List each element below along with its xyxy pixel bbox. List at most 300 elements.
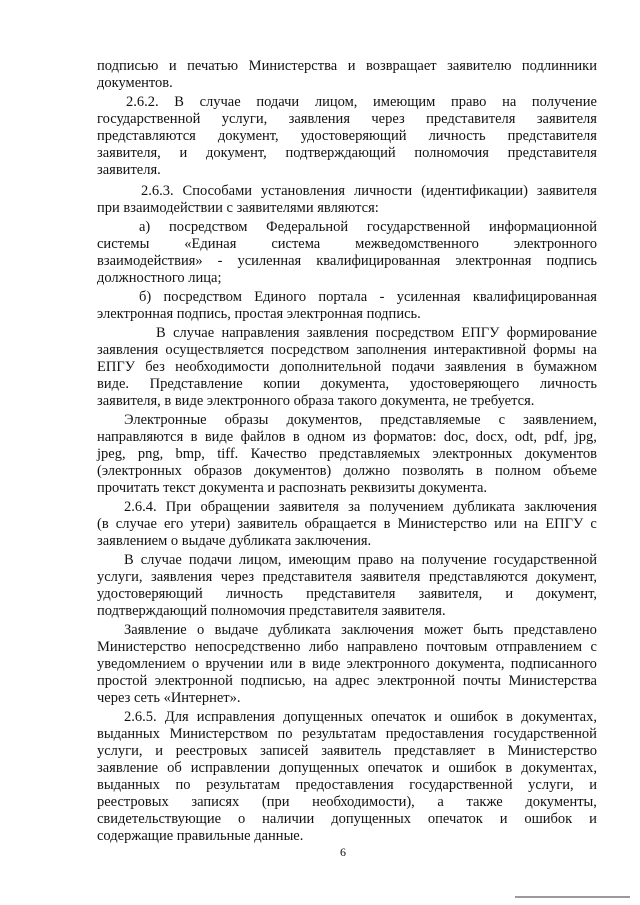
word: и	[589, 777, 597, 793]
text-line	[97, 111, 597, 128]
word: ошибок	[448, 760, 497, 776]
word: по	[277, 726, 293, 742]
word: из	[352, 429, 367, 445]
word: дубликата	[452, 499, 516, 515]
word: получением	[369, 499, 444, 515]
word: Министерство	[507, 743, 597, 759]
word: система	[271, 236, 321, 252]
word: в	[488, 743, 495, 759]
word: формы	[533, 342, 576, 358]
word: о	[237, 811, 246, 827]
text-line	[97, 743, 597, 760]
word: отправлением	[495, 639, 583, 655]
word: услуги,	[97, 743, 143, 759]
word: представителя	[306, 586, 396, 602]
word: свидетельствующие	[97, 811, 222, 827]
word: форматов:	[373, 429, 437, 445]
text-line	[97, 726, 597, 743]
text-line	[97, 673, 597, 690]
word: и	[434, 709, 442, 725]
word: заявителя,	[418, 586, 483, 602]
word: «Единая	[184, 236, 237, 252]
word: за	[348, 499, 361, 515]
word: подпись	[546, 253, 597, 269]
word: простой	[97, 673, 148, 689]
text-line	[97, 58, 597, 75]
word: лицом,	[238, 552, 282, 568]
word: формирование	[506, 325, 597, 341]
word: усиленная	[396, 289, 461, 305]
word: заявления	[97, 342, 159, 358]
text-line: заявителя, в виде электронного образа такого документа, не требуется.	[97, 393, 535, 409]
word: межведомственного	[355, 236, 479, 252]
word: обращении	[200, 499, 270, 515]
word: представляются	[97, 128, 196, 144]
word: Министерство	[97, 639, 187, 655]
word: бумажном	[533, 359, 597, 375]
word: ЕПГУ	[97, 359, 135, 375]
word: непосредственно	[194, 639, 301, 655]
word: выданных	[97, 726, 160, 742]
word: заключения	[524, 499, 597, 515]
word: направляются	[97, 429, 184, 445]
word: допущенных	[283, 709, 363, 725]
word: посредством	[169, 219, 248, 235]
text-line	[97, 811, 597, 828]
word: Электронные	[124, 412, 207, 428]
word: и	[168, 58, 177, 74]
word: документа,	[436, 656, 505, 672]
text-line	[124, 552, 597, 569]
text-line	[124, 412, 597, 429]
text-line: подтверждающий полномочия представителя заявителя.	[97, 603, 446, 619]
text-line	[124, 622, 597, 639]
text-line: заявлением о выдаче дубликата заключения.	[97, 533, 372, 549]
word: в	[383, 516, 391, 532]
word: Для	[164, 709, 189, 725]
word: заключения	[341, 622, 414, 638]
word: допущенных	[331, 811, 411, 827]
word: в	[506, 709, 514, 725]
word: вручении	[205, 656, 264, 672]
word: подписанного	[510, 656, 597, 672]
word: заявителя	[536, 111, 597, 127]
word: копии	[263, 376, 301, 392]
word: выдаче	[214, 622, 259, 638]
word: Качество	[250, 446, 307, 462]
word: получение	[421, 552, 487, 568]
word: печатью	[187, 58, 239, 74]
word: посредством	[270, 342, 350, 358]
word: документах,	[521, 760, 597, 776]
word: заявлением,	[523, 412, 597, 428]
word: услуги,	[528, 777, 574, 793]
word: уведомлением	[97, 656, 186, 672]
word: направления	[221, 325, 300, 341]
word: либо	[308, 639, 339, 655]
word: о	[197, 622, 205, 638]
word: личность	[428, 128, 486, 144]
word: и	[179, 145, 188, 161]
word: заявления	[150, 569, 213, 585]
word: заявителя	[278, 499, 339, 515]
text-line	[97, 586, 597, 603]
word: дополнительной	[279, 359, 382, 375]
word: электронного	[346, 656, 430, 672]
word: электронного	[513, 236, 597, 252]
word: в	[516, 359, 524, 375]
word: Федеральной	[266, 219, 349, 235]
word: Заявление	[124, 622, 187, 638]
word: представлено	[513, 622, 597, 638]
word: опечаток	[367, 760, 423, 776]
word: квалифицированная	[472, 289, 597, 305]
word: tiff.	[217, 446, 239, 462]
word: bmp,	[175, 446, 205, 462]
word: б)	[139, 289, 152, 305]
word: услуги,	[221, 111, 268, 127]
text-line	[156, 325, 597, 342]
word: системы	[97, 236, 150, 252]
word: представляются	[428, 569, 528, 585]
word: в	[505, 760, 513, 776]
text-line: прочитать текст документа и распознать реквизиты документа.	[97, 480, 488, 496]
word: При	[165, 499, 192, 515]
text-line	[97, 359, 597, 376]
word: документ,	[536, 586, 597, 602]
word: или	[269, 656, 293, 672]
word: документов	[524, 446, 597, 462]
word: образы	[224, 412, 269, 428]
word: опечаток	[371, 709, 426, 725]
word: с	[590, 639, 597, 655]
word: заявления	[444, 359, 507, 375]
word: необходимости),	[312, 794, 415, 810]
word: опечаток	[427, 811, 483, 827]
word: В	[124, 552, 134, 568]
word: государственной	[493, 726, 597, 742]
word: реестровых	[175, 743, 248, 759]
text-line	[139, 219, 597, 236]
word: записей	[260, 743, 309, 759]
word: предоставления	[295, 777, 394, 793]
word: позволять	[402, 463, 464, 479]
word: электронной	[377, 673, 456, 689]
word: или	[494, 516, 517, 532]
word: заявления	[288, 111, 350, 127]
word: полном	[494, 463, 541, 479]
text-line	[97, 777, 597, 794]
word: электронной	[154, 673, 233, 689]
word: и	[347, 58, 356, 74]
word: Министерства	[508, 673, 597, 689]
text-line: при взаимодействии с заявителями являются:	[97, 200, 379, 216]
word: случае	[199, 94, 241, 110]
word: jpg,	[574, 429, 597, 445]
word: представителя	[262, 569, 352, 585]
word: должно	[343, 463, 391, 479]
word: представляет	[393, 743, 476, 759]
word: услуги,	[97, 569, 143, 585]
text-line: электронная подпись, простая электронная подпись.	[97, 306, 421, 322]
word: посредством	[163, 289, 242, 305]
word: усиленная	[237, 253, 302, 269]
word: государственной	[97, 111, 201, 127]
word: удостоверяющего	[409, 376, 520, 392]
word: документ,	[205, 145, 267, 161]
word: случае	[173, 325, 215, 341]
word: представляемые	[380, 412, 481, 428]
word: заявителя,	[97, 145, 161, 161]
text-line	[97, 639, 597, 656]
word: заявителя	[536, 183, 597, 199]
word: 2.6.2.	[126, 94, 159, 110]
word: заявитель	[321, 743, 382, 759]
text-line	[97, 253, 597, 270]
word: может	[424, 622, 463, 638]
word: случае	[140, 552, 182, 568]
word: выданных	[97, 777, 160, 793]
word: ЕПГУ	[461, 325, 500, 341]
text-line	[124, 499, 597, 516]
word: квалифицированная	[316, 253, 441, 269]
word: случае	[115, 516, 157, 532]
word: в	[475, 463, 483, 479]
word: В	[174, 94, 184, 110]
text-line	[124, 709, 597, 726]
word: о	[191, 656, 200, 672]
word: на	[524, 516, 539, 532]
word: заявления	[306, 325, 369, 341]
word: файлов	[240, 429, 286, 445]
text-line	[97, 516, 597, 533]
text-line	[97, 569, 597, 586]
word: виде	[204, 429, 234, 445]
text-line: через сеть «Интернет».	[97, 690, 241, 706]
word: Способами	[182, 183, 253, 199]
text-line: документов.	[97, 75, 173, 91]
word: необходимости	[175, 359, 270, 375]
word: по	[175, 777, 191, 793]
text-line	[97, 145, 597, 162]
word: заявителю	[447, 58, 512, 74]
word: Министерство	[397, 516, 488, 532]
word: png,	[137, 446, 164, 462]
word: а)	[139, 219, 151, 235]
word: jpeg,	[97, 446, 126, 462]
word: адрес	[335, 673, 370, 689]
word: документ,	[536, 569, 597, 585]
word: представителя	[426, 111, 516, 127]
text-line	[141, 183, 597, 200]
word: -	[217, 253, 223, 269]
word: заявителя	[360, 569, 421, 585]
word: результатам	[302, 726, 377, 742]
word: установления	[260, 183, 346, 199]
text-line	[97, 446, 597, 463]
word: подписью	[97, 58, 159, 74]
word: личность	[225, 586, 283, 602]
text-line	[97, 128, 597, 145]
word: и	[431, 760, 440, 776]
word: заполнения	[356, 342, 427, 358]
word: (идентификации)	[421, 183, 528, 199]
scan-edge-mark	[515, 896, 630, 898]
word: возвращает	[365, 58, 437, 74]
word: быть	[473, 622, 504, 638]
word: также	[466, 794, 503, 810]
word: без	[145, 359, 165, 375]
word: дубликата	[268, 622, 331, 638]
word: в	[190, 429, 198, 445]
word: заявление	[97, 760, 159, 776]
word: осуществляется	[165, 342, 264, 358]
word: образов	[194, 463, 243, 479]
word: личности	[354, 183, 413, 199]
text-line	[97, 656, 597, 673]
word: на	[400, 552, 415, 568]
text-line: заявителя.	[97, 162, 161, 178]
word: получение	[531, 94, 597, 110]
word: в	[298, 656, 306, 672]
text-line	[97, 342, 597, 359]
word: записях	[191, 794, 240, 810]
word: личность	[539, 376, 597, 392]
word: представляемых	[319, 446, 421, 462]
word: в	[292, 429, 300, 445]
word: удостоверяющий	[97, 586, 203, 602]
word: Представление	[149, 376, 243, 392]
word: информационной	[488, 219, 597, 235]
word: лицом,	[314, 94, 358, 110]
word: имеющим	[373, 94, 436, 110]
word: 2.6.4.	[124, 499, 157, 515]
word: заявитель	[237, 516, 298, 532]
word: государственной	[493, 552, 597, 568]
word: электронных	[432, 446, 513, 462]
word: почты	[462, 673, 501, 689]
word: документов,	[286, 412, 363, 428]
word: допущенных	[279, 760, 359, 776]
word: -	[379, 289, 385, 305]
word: наличии	[262, 811, 315, 827]
word: на	[502, 94, 517, 110]
word: Министерством	[169, 726, 268, 742]
word: удостоверяющий	[300, 128, 407, 144]
word: подачи	[391, 359, 435, 375]
text-line	[126, 94, 597, 111]
word: подлинники	[521, 58, 597, 74]
word: направлено	[346, 639, 418, 655]
word: государственной	[409, 777, 513, 793]
word: обращается	[304, 516, 377, 532]
word: государственной	[366, 219, 471, 235]
word: подписью,	[240, 673, 306, 689]
word: документы,	[525, 794, 597, 810]
word: и	[499, 811, 508, 827]
word: (в	[97, 516, 109, 532]
word: право	[450, 94, 487, 110]
word: с	[498, 412, 506, 428]
word: В	[156, 325, 166, 341]
text-line: должностного лица;	[97, 270, 222, 286]
text-line	[97, 376, 597, 393]
word: документа,	[320, 376, 390, 392]
word: Министерства	[248, 58, 338, 74]
word: ошибок	[450, 709, 498, 725]
text-line: содержащие правильные данные.	[97, 828, 304, 844]
word: ЕПГУ	[545, 516, 584, 532]
word: почтовым	[426, 639, 488, 655]
word: объеме	[553, 463, 597, 479]
word: исправлении	[190, 760, 271, 776]
word: с	[590, 516, 597, 532]
word: посредством	[375, 325, 455, 341]
text-line	[97, 429, 597, 446]
word: результатам	[206, 777, 280, 793]
word: pdf,	[544, 429, 568, 445]
word: взаимодействия»	[97, 253, 203, 269]
word: через	[371, 111, 405, 127]
word: интерактивной	[433, 342, 527, 358]
word: исправления	[196, 709, 275, 725]
word: портала	[318, 289, 368, 305]
word: подтверждающий	[285, 145, 396, 161]
word: представителя	[507, 128, 597, 144]
word: его	[164, 516, 184, 532]
word: 2.6.5.	[124, 709, 157, 725]
word: документов)	[254, 463, 332, 479]
word: (электронных	[97, 463, 182, 479]
word: виде.	[97, 376, 130, 392]
word: odt,	[514, 429, 538, 445]
word: право	[357, 552, 394, 568]
word: документ,	[217, 128, 279, 144]
word: через	[220, 569, 255, 585]
word: утери)	[190, 516, 231, 532]
word: имеющим	[288, 552, 351, 568]
word: docx,	[475, 429, 508, 445]
word: об	[167, 760, 182, 776]
word: одном	[307, 429, 346, 445]
word: реестровых	[97, 794, 169, 810]
word: подачи	[188, 552, 232, 568]
word: и	[589, 811, 597, 827]
word: на	[582, 342, 597, 358]
word: и	[505, 586, 514, 602]
page-number: 6	[340, 845, 346, 859]
word: (при	[261, 794, 290, 810]
word: электронная	[455, 253, 532, 269]
word: 2.6.3.	[141, 183, 174, 199]
word: предоставления	[385, 726, 484, 742]
word: виде	[311, 656, 341, 672]
word: Единого	[254, 289, 307, 305]
text-line	[139, 289, 597, 306]
word: и	[155, 743, 163, 759]
text-line	[97, 794, 597, 811]
text-line	[97, 760, 597, 777]
word: полномочия	[414, 145, 489, 161]
word: а	[437, 794, 444, 810]
word: представителя	[507, 145, 597, 161]
word: на	[313, 673, 328, 689]
text-line	[97, 463, 597, 480]
word: документах,	[521, 709, 597, 725]
word: подачи	[256, 94, 300, 110]
word: ошибок	[524, 811, 573, 827]
word: doc,	[443, 429, 469, 445]
